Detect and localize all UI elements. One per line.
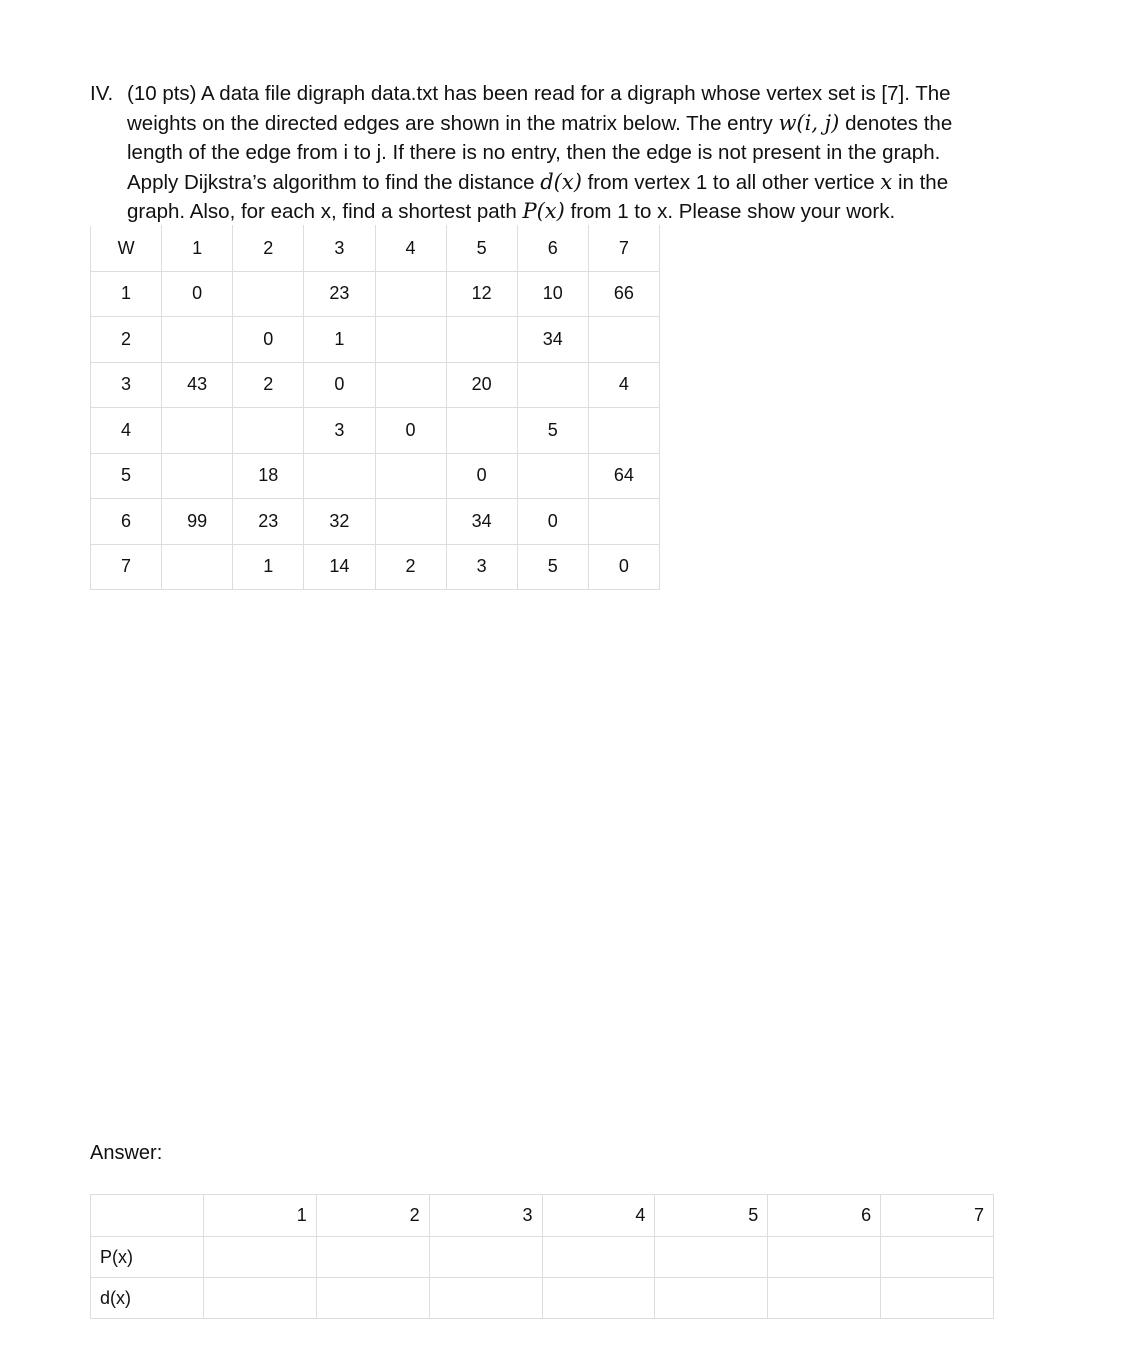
row-header: 7	[91, 544, 162, 590]
answer-column-header: 6	[768, 1195, 881, 1237]
weight-cell	[162, 317, 233, 363]
answer-cell[interactable]	[203, 1237, 316, 1278]
row-header: 4	[91, 408, 162, 454]
answer-cell[interactable]	[316, 1237, 429, 1278]
column-header: 3	[304, 226, 375, 272]
math-x: x	[880, 169, 893, 194]
math-weight: w(i, j)	[778, 110, 840, 135]
weight-cell	[162, 408, 233, 454]
answer-cell[interactable]	[542, 1278, 655, 1319]
answer-row-label: P(x)	[91, 1237, 204, 1278]
answer-cell[interactable]	[768, 1278, 881, 1319]
weight-cell: 0	[446, 453, 517, 499]
weight-cell: 2	[233, 362, 304, 408]
weight-cell: 2	[375, 544, 446, 590]
table-row	[91, 362, 660, 408]
weight-matrix-table	[90, 225, 660, 590]
column-header: 7	[588, 226, 659, 272]
answer-header-row	[91, 1195, 994, 1237]
weight-cell	[375, 362, 446, 408]
weight-cell	[233, 408, 304, 454]
weight-cell: 64	[588, 453, 659, 499]
question-number: IV.	[90, 82, 114, 105]
weight-cell: 23	[304, 271, 375, 317]
answer-corner-cell	[91, 1195, 204, 1237]
question-line: weights on the directed edges are shown in the matrix below. The entry w(i, j) denotes the	[127, 110, 953, 135]
question-line: length of the edge from i to j. If there is no entry, then the edge is not present in the graph.	[127, 141, 941, 164]
column-header: 6	[517, 226, 588, 272]
weight-cell	[162, 453, 233, 499]
weight-cell: 1	[304, 317, 375, 363]
weight-cell: 1	[233, 544, 304, 590]
weight-cell	[304, 453, 375, 499]
question-line: IV. (10 pts) A data file digraph data.txt has been read for a digraph whose vertex set is [7]. The	[90, 79, 1050, 109]
table-row	[91, 271, 660, 317]
weight-cell	[517, 362, 588, 408]
weight-cell: 0	[233, 317, 304, 363]
column-header: 4	[375, 226, 446, 272]
weight-cell	[517, 453, 588, 499]
weight-cell: 5	[517, 408, 588, 454]
column-header: 2	[233, 226, 304, 272]
weight-cell	[588, 317, 659, 363]
weight-cell: 0	[517, 499, 588, 545]
table-row	[91, 499, 660, 545]
weight-cell: 12	[446, 271, 517, 317]
answer-column-header: 2	[316, 1195, 429, 1237]
math-distance: d(x)	[540, 169, 582, 194]
weight-cell	[446, 408, 517, 454]
answer-cell[interactable]	[316, 1278, 429, 1319]
answer-column-header: 3	[429, 1195, 542, 1237]
weight-cell: 18	[233, 453, 304, 499]
table-row	[91, 408, 660, 454]
question-line: graph. Also, for each x, find a shortest path P(x) from 1 to x. Please show your work.	[127, 199, 896, 223]
answer-cell[interactable]	[881, 1278, 994, 1319]
row-header: 2	[91, 317, 162, 363]
answer-cell[interactable]	[655, 1237, 768, 1278]
weight-cell: 32	[304, 499, 375, 545]
row-header: 6	[91, 499, 162, 545]
weight-cell	[375, 453, 446, 499]
weight-cell: 43	[162, 362, 233, 408]
weight-cell: 10	[517, 271, 588, 317]
weight-cell: 66	[588, 271, 659, 317]
weight-cell	[375, 499, 446, 545]
weight-cell: 0	[588, 544, 659, 590]
table-header-row	[91, 226, 660, 272]
answer-cell[interactable]	[881, 1237, 994, 1278]
row-header: 1	[91, 271, 162, 317]
weight-cell: 14	[304, 544, 375, 590]
weight-cell	[375, 271, 446, 317]
weight-cell: 34	[446, 499, 517, 545]
table-row	[91, 544, 660, 590]
table-row	[91, 317, 660, 363]
row-header: 5	[91, 453, 162, 499]
weight-cell: 4	[588, 362, 659, 408]
answer-cell[interactable]	[203, 1278, 316, 1319]
answer-column-header: 5	[655, 1195, 768, 1237]
weight-cell: 34	[517, 317, 588, 363]
question-text	[90, 79, 1050, 227]
answer-cell[interactable]	[655, 1278, 768, 1319]
weight-cell: 0	[162, 271, 233, 317]
weight-cell: 5	[517, 544, 588, 590]
answer-column-header: 7	[881, 1195, 994, 1237]
weight-cell: 0	[375, 408, 446, 454]
matrix-corner-cell: W	[91, 226, 162, 272]
weight-cell	[375, 317, 446, 363]
weight-cell: 0	[304, 362, 375, 408]
weight-cell: 20	[446, 362, 517, 408]
row-header: 3	[91, 362, 162, 408]
weight-cell	[162, 544, 233, 590]
weight-cell	[588, 499, 659, 545]
answer-table	[90, 1194, 994, 1319]
answer-row	[91, 1237, 994, 1278]
column-header: 1	[162, 226, 233, 272]
weight-cell: 99	[162, 499, 233, 545]
answer-column-header: 4	[542, 1195, 655, 1237]
column-header: 5	[446, 226, 517, 272]
answer-row-label: d(x)	[91, 1278, 204, 1319]
weight-cell	[446, 317, 517, 363]
weight-cell: 23	[233, 499, 304, 545]
answer-cell[interactable]	[429, 1237, 542, 1278]
answer-cell[interactable]	[768, 1237, 881, 1278]
weight-cell	[588, 408, 659, 454]
answer-cell[interactable]	[542, 1237, 655, 1278]
weight-cell	[233, 271, 304, 317]
question-line: Apply Dijkstra’s algorithm to find the distance d(x) from vertex 1 to all other vertice x in the	[127, 169, 949, 194]
weight-cell: 3	[304, 408, 375, 454]
answer-label: Answer:	[90, 1142, 163, 1164]
weight-cell: 3	[446, 544, 517, 590]
answer-cell[interactable]	[429, 1278, 542, 1319]
answer-column-header: 1	[203, 1195, 316, 1237]
answer-row	[91, 1278, 994, 1319]
math-path: P(x)	[522, 199, 565, 223]
table-row	[91, 453, 660, 499]
